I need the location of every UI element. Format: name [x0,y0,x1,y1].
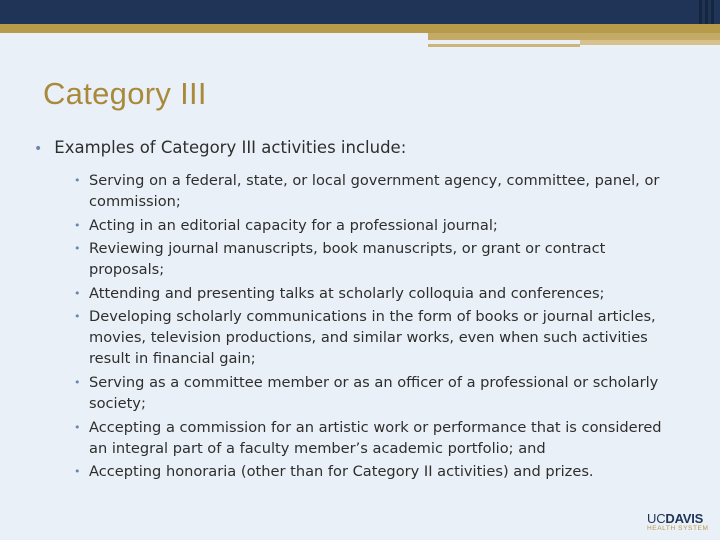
list-item-text: Acting in an editorial capacity for a professional journal; [89,216,498,234]
intro-list [34,138,406,157]
logo-uc: UC [647,511,666,526]
gold-accent-tail [580,40,720,45]
stripe [711,0,714,24]
slide-title: Category III [43,76,207,111]
list-item-text: Reviewing journal manuscripts, book manuscripts, or grant or contract proposals; [89,240,606,279]
logo-subtitle: HEALTH SYSTEM [647,525,709,532]
logo-wordmark [647,512,713,525]
stripe [705,0,708,24]
header-stripes [699,0,714,24]
stripe [699,0,702,24]
bullet-icon: • [74,310,81,324]
list-item-text: Developing scholarly communications in the form of books or journal articles, movies, television productions, and similar works, even when such activities result in financial gain; [89,308,656,368]
uc-davis-logo [647,512,713,533]
logo-davis: DAVIS [665,511,704,526]
intro-item [34,138,406,157]
bullet-icon: • [74,420,81,434]
list-item [74,215,684,236]
gold-band [0,24,720,33]
bullet-icon: • [74,218,81,232]
bullet-icon: • [74,375,81,389]
list-item [74,170,684,212]
activities-list [74,170,684,485]
bullet-icon: • [34,141,43,157]
list-item [74,372,684,414]
list-item [74,461,684,482]
list-item [74,306,684,369]
bullet-icon: • [74,242,81,256]
list-item [74,238,684,280]
bullet-icon: • [74,174,81,187]
header-bar [0,0,720,24]
list-item-text: Accepting honoraria (other than for Category II activities) and prizes. [89,463,594,481]
list-item-text: Serving on a federal, state, or local government agency, committee, panel, or commission; [89,172,660,210]
list-item-text: Accepting a commission for an artistic work or performance that is considered an integral part of a faculty member’s academic portfolio; and [89,418,662,457]
list-item [74,283,684,304]
bullet-icon: • [74,465,81,479]
gold-hairline [428,44,580,47]
list-item-text: Attending and presenting talks at scholarly colloquia and conferences; [89,284,605,302]
list-item-text: Serving as a committee member or as an officer of a professional or scholarly society; [89,373,659,412]
intro-text: Examples of Category III activities include: [54,138,407,157]
list-item [74,417,684,459]
gold-accent-line [428,33,720,40]
bullet-icon: • [74,286,81,300]
